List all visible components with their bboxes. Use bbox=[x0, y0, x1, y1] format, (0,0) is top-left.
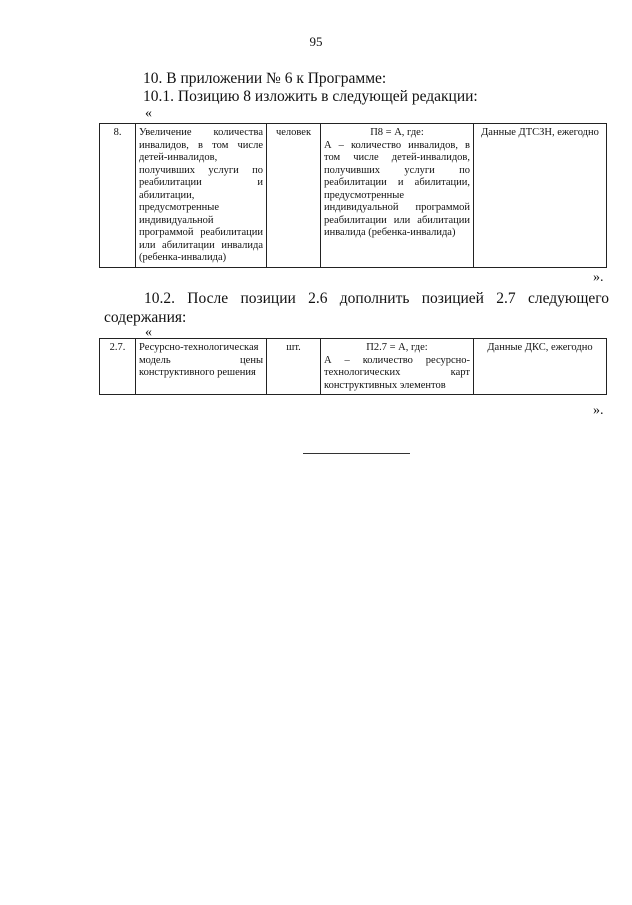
page-number: 95 bbox=[309, 34, 323, 49]
position-8-table bbox=[99, 123, 607, 268]
formula-cell bbox=[321, 124, 474, 268]
opening-quote: « bbox=[145, 325, 152, 340]
indicator-name: Увеличение количества инвалидов, в том числе детей-инвалидов, получивших услуги по реабилитации и абилитации, предусмотренные индивидуальной программой реабилитации или абилитации инвалида (ребенка-инвалида) bbox=[136, 124, 267, 268]
formula-description: А – количество инвалидов, в том числе детей-инвалидов, получивших услуги по реабилитации и абилитации, предусмотренные индивидуальной программой реабилитации или абилитации инвалида (ребенка-инвалида) bbox=[324, 139, 470, 238]
row-number: 8. bbox=[100, 124, 136, 268]
formula-cell bbox=[321, 339, 474, 395]
position-2-7-table bbox=[99, 338, 607, 395]
data-source: Данные ДТСЗН, ежегодно bbox=[474, 124, 607, 268]
formula-head: П2.7 = А, где: bbox=[366, 342, 428, 353]
data-source: Данные ДКС, ежегодно bbox=[474, 339, 607, 395]
unit-of-measure: человек bbox=[267, 124, 321, 268]
indicator-name: Ресурсно-технологическая модель цены конструктивного решения bbox=[136, 339, 267, 395]
row-number: 2.7. bbox=[100, 339, 136, 395]
unit-of-measure: шт. bbox=[267, 339, 321, 395]
subsection-heading: 10.1. Позицию 8 изложить в следующей редакции: bbox=[143, 88, 478, 105]
table-row bbox=[100, 124, 607, 268]
formula-description: А – количество ресурсно-технологических карт конструктивных элементов bbox=[324, 354, 470, 391]
formula-head: П8 = А, где: bbox=[370, 127, 424, 138]
closing-quote: ». bbox=[593, 270, 604, 285]
paragraph-line: 10.2. После позиции 2.6 дополнить позицией 2.7 следующего bbox=[144, 290, 609, 307]
separator-rule bbox=[303, 453, 410, 454]
paragraph-10-2 bbox=[104, 289, 609, 327]
section-heading: 10. В приложении № 6 к Программе: bbox=[143, 70, 387, 87]
paragraph-line: содержания: bbox=[104, 309, 187, 326]
table-row bbox=[100, 339, 607, 395]
opening-quote: « bbox=[145, 106, 152, 121]
closing-quote: ». bbox=[593, 403, 604, 418]
